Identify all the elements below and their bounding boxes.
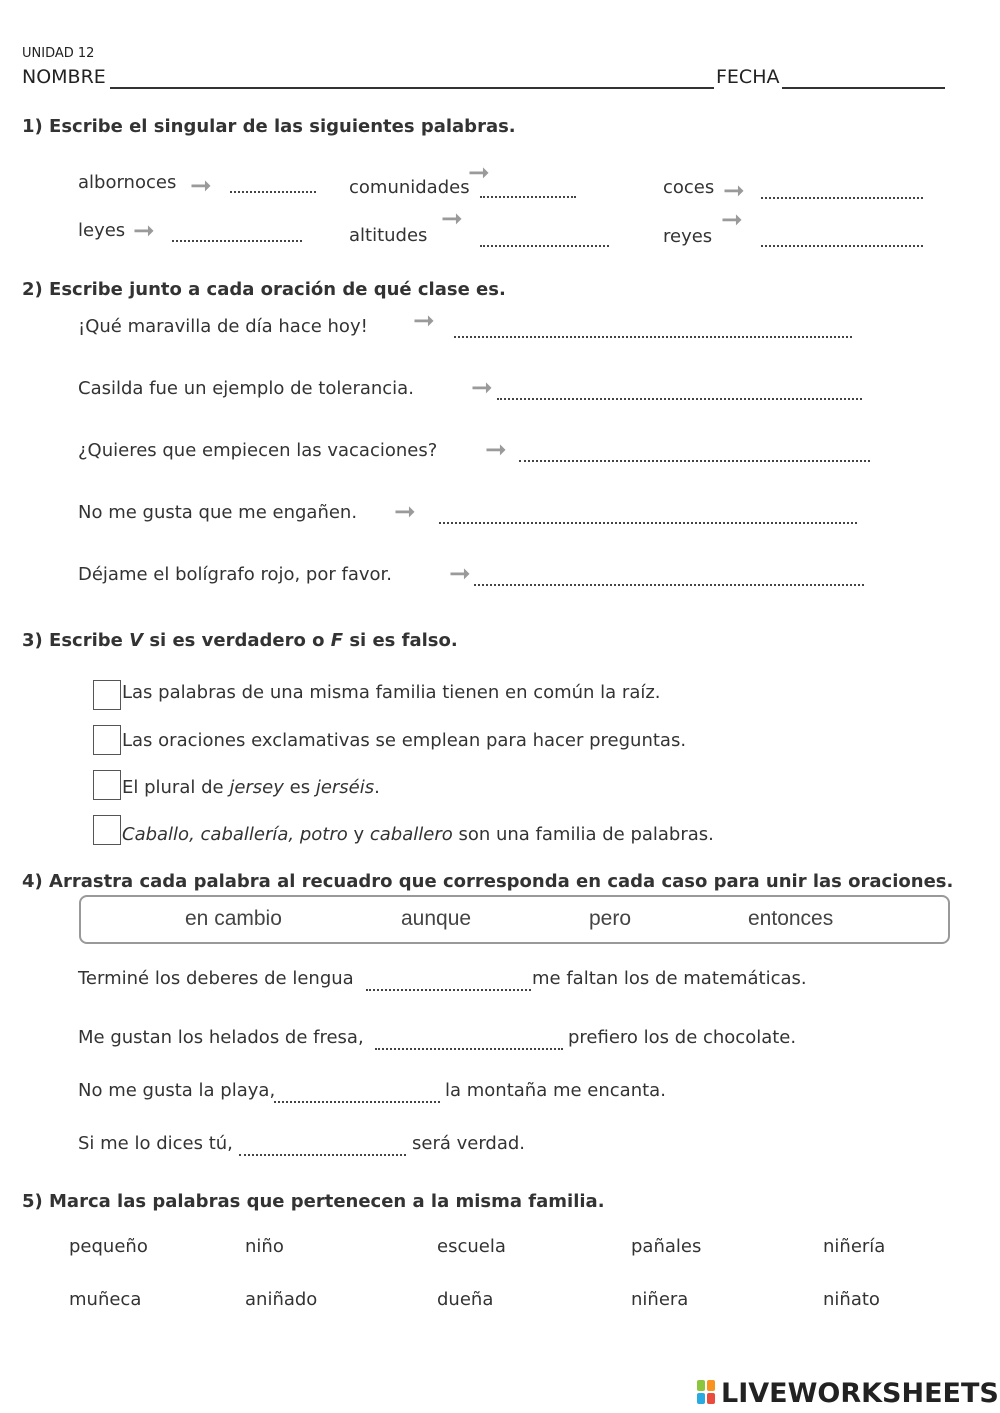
q1-word: albornoces: [78, 172, 177, 193]
logo-mark-icon: [697, 1380, 717, 1406]
draggable-word[interactable]: entonces: [748, 907, 834, 930]
arrow-icon: ➞: [485, 435, 507, 465]
q4-sentence-end: prefiero los de chocolate.: [568, 1027, 797, 1048]
q3-checkbox[interactable]: [93, 725, 121, 755]
q1-answer-line[interactable]: [761, 245, 923, 247]
arrow-icon: ➞: [468, 158, 490, 188]
q4-drop-zone[interactable]: [239, 1154, 406, 1156]
q4-drop-zone[interactable]: [366, 989, 531, 991]
arrow-icon: ➞: [449, 559, 471, 589]
draggable-word[interactable]: pero: [589, 907, 632, 930]
q4-sentence-end: me faltan los de matemáticas.: [532, 968, 807, 989]
q3-checkbox[interactable]: [93, 770, 121, 800]
q4-sentence-end: será verdad.: [412, 1133, 526, 1154]
arrow-icon: ➞: [441, 204, 463, 234]
q1-word: altitudes: [349, 225, 428, 246]
date-label: FECHA: [716, 66, 780, 88]
q3-checkbox[interactable]: [93, 815, 121, 845]
q5-word-option[interactable]: dueña: [437, 1289, 494, 1310]
q1-answer-line[interactable]: [172, 240, 302, 242]
q2-sentence: ¡Qué maravilla de día hace hoy!: [78, 316, 368, 337]
q1-word: reyes: [663, 226, 713, 247]
q5-title: 5) Marca las palabras que pertenecen a la misma familia.: [22, 1191, 605, 1212]
q1-answer-line[interactable]: [480, 245, 609, 247]
q1-word: leyes: [78, 220, 126, 241]
q4-drop-zone[interactable]: [375, 1048, 563, 1050]
q2-sentence: Casilda fue un ejemplo de tolerancia.: [78, 378, 414, 399]
q5-word-option[interactable]: pañales: [631, 1236, 702, 1257]
arrow-icon: ➞: [721, 205, 743, 235]
q5-word-option[interactable]: niñato: [823, 1289, 880, 1310]
q4-sentence-start: No me gusta la playa,: [78, 1080, 276, 1101]
q4-drop-zone[interactable]: [274, 1101, 440, 1103]
q2-title: 2) Escribe junto a cada oración de qué clase es.: [22, 279, 506, 300]
q2-answer-line[interactable]: [519, 460, 870, 462]
q2-sentence: No me gusta que me engañen.: [78, 502, 358, 523]
q1-title: 1) Escribe el singular de las siguientes palabras.: [22, 116, 516, 137]
arrow-icon: ➞: [133, 216, 155, 246]
q5-word-option[interactable]: aniñado: [245, 1289, 318, 1310]
q4-sentence-end: la montaña me encanta.: [445, 1080, 666, 1101]
draggable-word[interactable]: aunque: [401, 907, 472, 930]
q2-sentence: Déjame el bolígrafo rojo, por favor.: [78, 564, 392, 585]
q3-statement: El plural de jersey es jerséis.: [122, 777, 380, 798]
q5-word-option[interactable]: pequeño: [69, 1236, 148, 1257]
q4-sentence-start: Me gustan los helados de fresa,: [78, 1027, 364, 1048]
q1-answer-line[interactable]: [480, 196, 576, 198]
q3-statement: Las oraciones exclamativas se emplean para hacer preguntas.: [122, 730, 687, 751]
q1-word: comunidades: [349, 177, 470, 198]
q1-word: coces: [663, 177, 715, 198]
q1-answer-line[interactable]: [230, 191, 316, 193]
q5-word-option[interactable]: niñería: [823, 1236, 886, 1257]
q4-sentence-start: Si me lo dices tú,: [78, 1133, 233, 1154]
draggable-word[interactable]: en cambio: [185, 907, 282, 930]
q5-word-option[interactable]: muñeca: [69, 1289, 142, 1310]
q2-answer-line[interactable]: [439, 522, 857, 524]
arrow-icon: ➞: [394, 497, 416, 527]
q4-title: 4) Arrastra cada palabra al recuadro que corresponda en cada caso para unir las oraciones.: [22, 871, 954, 892]
name-label: NOMBRE: [22, 66, 106, 88]
q5-word-option[interactable]: niño: [245, 1236, 284, 1257]
name-line[interactable]: [110, 87, 714, 89]
q5-word-option[interactable]: niñera: [631, 1289, 689, 1310]
arrow-icon: ➞: [471, 373, 493, 403]
q2-answer-line[interactable]: [497, 398, 862, 400]
unit-label: UNIDAD 12: [22, 46, 95, 61]
date-line[interactable]: [782, 87, 945, 89]
q4-sentence-start: Terminé los deberes de lengua: [78, 968, 354, 989]
q1-answer-line[interactable]: [761, 197, 923, 199]
arrow-icon: ➞: [190, 171, 212, 201]
q5-word-option[interactable]: escuela: [437, 1236, 506, 1257]
q2-answer-line[interactable]: [454, 336, 852, 338]
q3-statement: Caballo, caballería, potro y caballero son una familia de palabras.: [122, 824, 714, 845]
brand-name: LIVEWORKSHEETS: [721, 1378, 999, 1409]
q2-answer-line[interactable]: [474, 584, 864, 586]
arrow-icon: ➞: [723, 176, 745, 206]
q3-title: 3) Escribe V si es verdadero o F si es falso.: [22, 630, 458, 651]
q3-statement: Las palabras de una misma familia tienen en común la raíz.: [122, 682, 661, 703]
liveworksheets-logo: [697, 1378, 999, 1409]
arrow-icon: ➞: [413, 306, 435, 336]
q3-checkbox[interactable]: [93, 680, 121, 710]
q2-sentence: ¿Quieres que empiecen las vacaciones?: [78, 440, 438, 461]
